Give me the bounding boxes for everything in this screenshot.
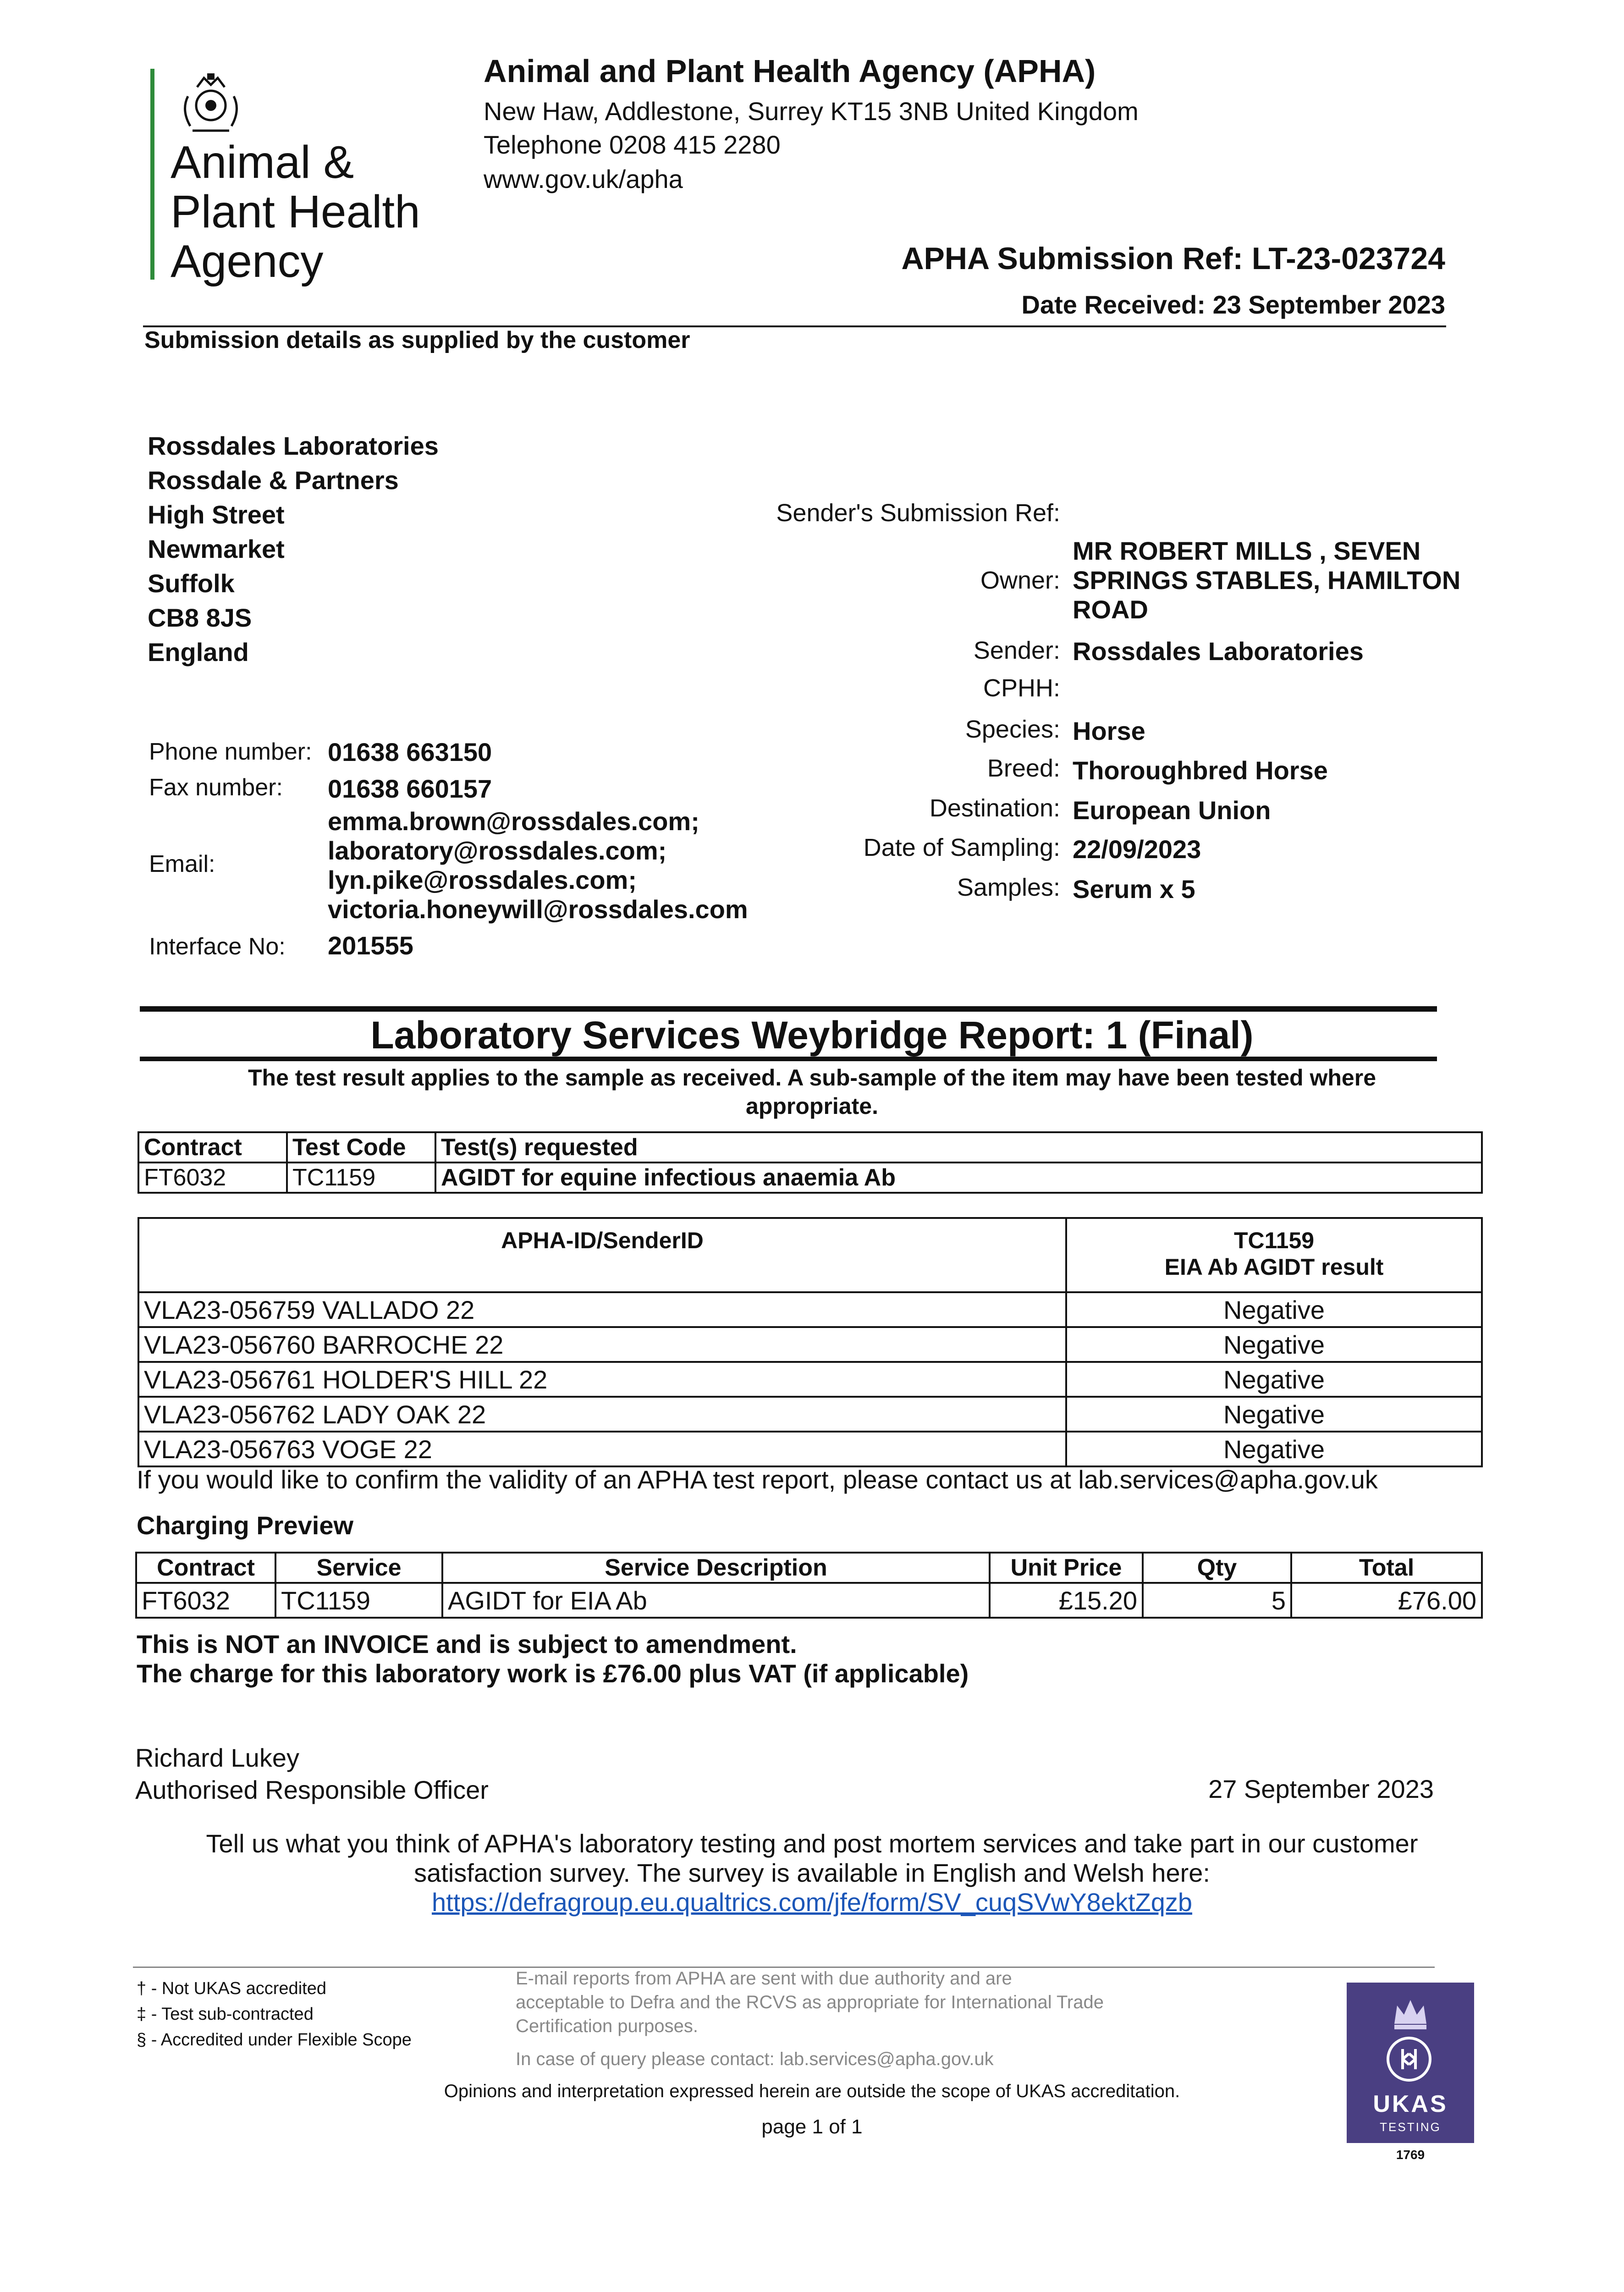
survey-line: satisfaction survey. The survey is available in English and Welsh here: — [414, 1858, 1210, 1887]
sample-result: Negative — [1066, 1327, 1482, 1362]
royal-crest-icon — [170, 69, 252, 138]
table-cell: FT6032 — [138, 1163, 287, 1193]
table-header: Qty — [1143, 1553, 1291, 1583]
table-cell: £15.20 — [990, 1583, 1143, 1618]
samples-label: Samples: — [957, 874, 1060, 901]
table-header-row — [136, 1553, 1482, 1583]
applies-line: The test result applies to the sample as received. A sub-sample of the item may have been tested where — [248, 1065, 1376, 1091]
address-line: Rossdale & Partners — [148, 466, 399, 495]
officer-name: Richard Lukey — [135, 1743, 299, 1772]
ukas-word: UKAS — [1373, 2091, 1448, 2117]
report-bottom-rule — [140, 1057, 1437, 1061]
samples-value: Serum x 5 — [1073, 875, 1195, 904]
table-header: Service Description — [442, 1553, 990, 1583]
table-row — [138, 1163, 1482, 1193]
confirm-validity-text: If you would like to confirm the validity of an APHA test report, please contact us at lab.services@apha.gov.uk — [137, 1465, 1378, 1494]
query-note: In case of query please contact: lab.services@apha.gov.uk — [516, 2049, 994, 2069]
survey-text — [0, 1829, 1624, 1917]
owner-line: SPRINGS STABLES, HAMILTON — [1073, 566, 1461, 595]
table-header: Service — [275, 1553, 442, 1583]
sample-id: VLA23-056760 BARROCHE 22 — [138, 1327, 1066, 1362]
invoice-notice — [137, 1630, 969, 1688]
species-label: Species: — [965, 716, 1060, 743]
date-received: Date Received: 23 September 2023 — [1021, 290, 1445, 319]
legend-item: ‡ - Test sub-contracted — [137, 2005, 314, 2024]
sampling-label: Date of Sampling: — [863, 834, 1060, 861]
logo-line: Animal & — [171, 137, 354, 188]
address-line: England — [148, 638, 249, 667]
owner-value — [1073, 536, 1460, 624]
table-header: Total — [1291, 1553, 1482, 1583]
sender-ref-label: Sender's Submission Ref: — [776, 499, 1060, 527]
sample-result: Negative — [1066, 1292, 1482, 1327]
charging-table — [135, 1552, 1483, 1619]
ukas-number: 1769 — [1396, 2148, 1425, 2162]
table-row — [138, 1432, 1482, 1466]
table-header: Unit Price — [990, 1553, 1143, 1583]
email-note-line: E-mail reports from APHA are sent with due authority and are — [516, 1968, 1012, 1989]
agency-website[interactable]: www.gov.uk/apha — [484, 165, 683, 193]
sample-result: Negative — [1066, 1362, 1482, 1397]
crown-icon — [1347, 1992, 1474, 2033]
table-cell: FT6032 — [136, 1583, 275, 1618]
table-header: Contract — [136, 1553, 275, 1583]
opinions-note: Opinions and interpretation expressed herein are outside the scope of UKAS accreditation. — [444, 2081, 1180, 2101]
email-label: Email: — [149, 851, 215, 877]
ukas-testing: TESTING — [1380, 2120, 1441, 2134]
tests-table — [138, 1131, 1483, 1194]
result-header-line: TC1159 — [1233, 1228, 1315, 1253]
ukas-mark-icon — [1385, 2035, 1433, 2083]
owner-line: MR ROBERT MILLS , SEVEN — [1073, 536, 1421, 565]
table-row — [138, 1292, 1482, 1327]
logo-line: Plant Health — [171, 186, 420, 237]
address-line: CB8 8JS — [148, 603, 252, 632]
table-row — [138, 1327, 1482, 1362]
table-header: Test(s) requested — [435, 1132, 1482, 1163]
agency-logo-text — [171, 138, 420, 286]
owner-line: ROAD — [1073, 595, 1148, 624]
sample-id: VLA23-056761 HOLDER'S HILL 22 — [138, 1362, 1066, 1397]
email-note-line: Certification purposes. — [516, 2016, 698, 2036]
id-header: APHA-ID/SenderID — [138, 1218, 1066, 1292]
applies-line: appropriate. — [746, 1093, 878, 1119]
submission-details-heading: Submission details as supplied by the customer — [144, 327, 690, 353]
table-header-row — [138, 1218, 1482, 1292]
sample-id: VLA23-056762 LADY OAK 22 — [138, 1397, 1066, 1432]
report-title: Laboratory Services Weybridge Report: 1 (Final) — [370, 1014, 1254, 1057]
submission-ref: APHA Submission Ref: LT-23-023724 — [901, 241, 1445, 276]
address-line: High Street — [148, 500, 285, 529]
charge-line: The charge for this laboratory work is £76.00 plus VAT (if applicable) — [137, 1659, 969, 1688]
address-line: Newmarket — [148, 534, 285, 563]
fax-label: Fax number: — [149, 774, 283, 801]
footer-email-note — [516, 1967, 1104, 2071]
species-value: Horse — [1073, 716, 1145, 745]
sample-result: Negative — [1066, 1397, 1482, 1432]
sender-value: Rossdales Laboratories — [1073, 637, 1364, 666]
email-address[interactable]: victoria.honeywill@rossdales.com — [328, 895, 748, 924]
logo-line: Agency — [171, 236, 324, 287]
table-row — [138, 1397, 1482, 1432]
interface-value: 201555 — [328, 931, 413, 960]
sampling-value: 22/09/2023 — [1073, 835, 1201, 864]
report-applies-note — [0, 1063, 1624, 1120]
table-cell: AGIDT for equine infectious anaemia Ab — [435, 1163, 1482, 1193]
email-note-line: acceptable to Defra and the RCVS as appropriate for International Trade — [516, 1992, 1104, 2012]
table-cell: 5 — [1143, 1583, 1291, 1618]
email-address[interactable]: lyn.pike@rossdales.com; — [328, 865, 637, 894]
phone-value: 01638 663150 — [328, 738, 492, 766]
email-address[interactable]: laboratory@rossdales.com; — [328, 836, 667, 865]
sample-result: Negative — [1066, 1432, 1482, 1466]
sample-id: VLA23-056759 VALLADO 22 — [138, 1292, 1066, 1327]
logo-green-bar — [150, 69, 154, 280]
table-cell: AGIDT for EIA Ab — [442, 1583, 990, 1618]
fax-value: 01638 660157 — [328, 774, 492, 803]
table-row — [138, 1362, 1482, 1397]
table-cell: £76.00 — [1291, 1583, 1482, 1618]
table-header: Contract — [138, 1132, 287, 1163]
charging-heading: Charging Preview — [137, 1511, 354, 1540]
breed-value: Thoroughbred Horse — [1073, 756, 1328, 785]
officer-role: Authorised Responsible Officer — [135, 1775, 489, 1804]
destination-value: European Union — [1073, 796, 1271, 825]
agency-telephone: Telephone 0208 415 2280 — [484, 130, 781, 159]
email-address[interactable]: emma.brown@rossdales.com; — [328, 807, 699, 836]
agency-title: Animal and Plant Health Agency (APHA) — [484, 53, 1096, 89]
agency-address: New Haw, Addlestone, Surrey KT15 3NB United Kingdom — [484, 97, 1139, 126]
destination-label: Destination: — [929, 794, 1060, 822]
legend-item: † - Not UKAS accredited — [137, 1979, 326, 1998]
table-row — [136, 1583, 1482, 1618]
sample-id: VLA23-056763 VOGE 22 — [138, 1432, 1066, 1466]
sender-label: Sender: — [973, 637, 1060, 664]
email-list — [328, 807, 748, 924]
survey-line: Tell us what you think of APHA's laboratory testing and post mortem services and take part in our customer — [206, 1829, 1418, 1858]
owner-label: Owner: — [980, 567, 1060, 594]
address-line: Rossdales Laboratories — [148, 431, 439, 460]
legend-item: § - Accredited under Flexible Scope — [137, 2030, 412, 2050]
table-header: Test Code — [287, 1132, 435, 1163]
survey-link[interactable]: https://defragroup.eu.qualtrics.com/jfe/form/SV_cuqSVwY8ektZqzb — [431, 1888, 1193, 1917]
result-header-line: EIA Ab AGIDT result — [1164, 1254, 1384, 1280]
ukas-badge — [1347, 1983, 1474, 2143]
report-top-rule — [140, 1006, 1437, 1012]
customer-address — [148, 429, 439, 669]
address-line: Suffolk — [148, 569, 235, 598]
table-cell: TC1159 — [275, 1583, 442, 1618]
phone-label: Phone number: — [149, 738, 312, 765]
results-table — [138, 1217, 1483, 1467]
footer-legend — [137, 1976, 412, 2053]
cphh-label: CPHH: — [983, 674, 1060, 702]
table-header-row — [138, 1132, 1482, 1163]
page-number: page 1 of 1 — [761, 2116, 863, 2138]
breed-label: Breed: — [987, 755, 1060, 782]
interface-label: Interface No: — [149, 933, 286, 960]
not-invoice-line: This is NOT an INVOICE and is subject to amendment. — [137, 1630, 797, 1658]
report-date: 27 September 2023 — [1208, 1774, 1434, 1803]
signature-block — [135, 1742, 489, 1806]
result-header — [1066, 1218, 1482, 1292]
table-cell: TC1159 — [287, 1163, 435, 1193]
